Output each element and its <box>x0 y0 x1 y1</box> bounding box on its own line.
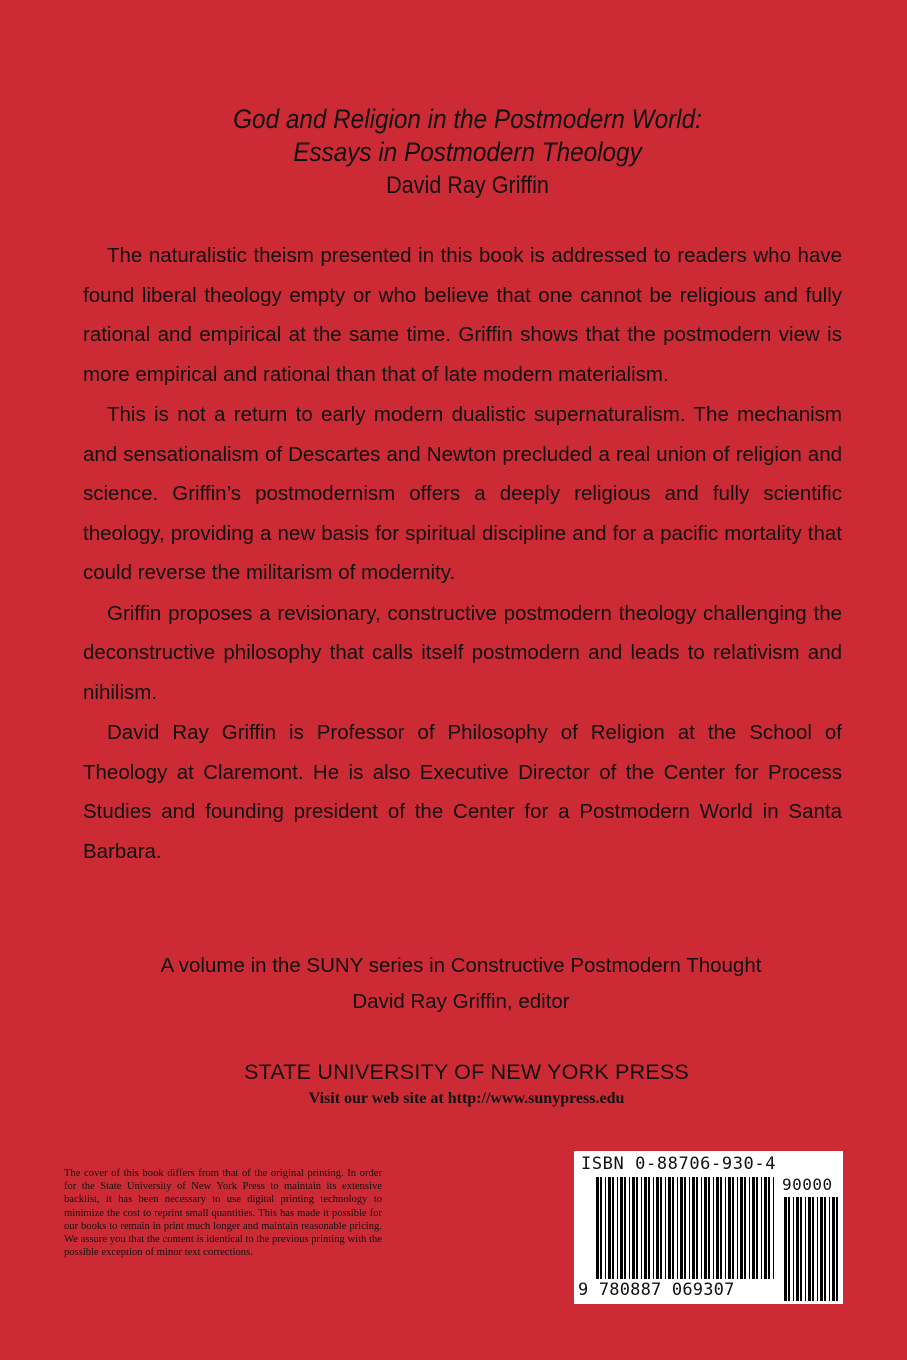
barcode-bar <box>820 1197 823 1301</box>
barcode-bar <box>612 1177 614 1279</box>
barcode-bar <box>696 1177 698 1279</box>
barcode-bar <box>632 1177 635 1279</box>
barcode-bar <box>817 1197 818 1301</box>
series-line-1: A volume in the SUNY series in Constructive Postmodern Thought <box>160 954 762 977</box>
barcode-bar <box>636 1177 638 1279</box>
barcode-bar <box>824 1197 826 1301</box>
barcode-bar <box>624 1177 626 1279</box>
barcode-bar <box>680 1177 683 1279</box>
barcode-bar <box>716 1177 719 1279</box>
barcode-bar <box>713 1177 714 1279</box>
barcode-bar <box>808 1197 811 1301</box>
series-editor: David Ray Griffin, editor <box>352 990 570 1013</box>
barcode-bar <box>689 1177 690 1279</box>
barcode-bar <box>600 1177 602 1279</box>
blurb-text <box>83 236 842 871</box>
publisher-block <box>0 1058 907 1112</box>
barcode-bar <box>784 1197 787 1301</box>
barcode-bar <box>608 1177 611 1279</box>
barcode-bar <box>732 1177 734 1279</box>
barcode-bar <box>793 1197 794 1301</box>
barcode-bar <box>656 1177 659 1279</box>
barcode-bar <box>708 1177 710 1279</box>
barcode-bar <box>764 1177 767 1279</box>
barcode-bar <box>605 1177 606 1279</box>
barcode-bar <box>684 1177 686 1279</box>
barcode-bar <box>677 1177 678 1279</box>
barcode-bar <box>617 1177 618 1279</box>
isbn-barcode <box>574 1151 843 1304</box>
barcode-bar <box>641 1177 642 1279</box>
barcode-bar <box>648 1177 650 1279</box>
barcode-bar <box>744 1177 746 1279</box>
book-title-line-2: Essays in Postmodern Theology <box>293 137 642 167</box>
barcode-bar <box>829 1197 830 1301</box>
barcode-bar <box>740 1177 743 1279</box>
barcode-bar <box>720 1177 722 1279</box>
book-title-line-1: God and Religion in the Postmodern World: <box>233 104 702 134</box>
ean-number: 9 780887 069307 <box>578 1280 735 1300</box>
book-author: David Ray Griffin <box>386 172 549 199</box>
barcode-bar <box>805 1197 806 1301</box>
publisher-website: Visit our web site at http://www.sunypress.edu <box>308 1090 625 1107</box>
publisher-name: STATE UNIVERSITY OF NEW YORK PRESS <box>244 1060 689 1084</box>
barcode-bar <box>756 1177 758 1279</box>
barcode-bar <box>832 1197 835 1301</box>
barcode-bar <box>836 1197 838 1301</box>
barcode-bar <box>796 1197 799 1301</box>
series-note <box>0 948 907 1020</box>
blurb-paragraph-3: Griffin proposes a revisionary, constructive postmodern theology challenging the deconstructive philosophy that calls itself postmodern and leads to relativism and nihilism. <box>83 601 842 704</box>
barcode-bar <box>812 1197 814 1301</box>
price-addon-number: 90000 <box>782 1175 833 1194</box>
barcode-bar <box>620 1177 623 1279</box>
barcode-bar <box>768 1177 770 1279</box>
barcode-bar <box>752 1177 755 1279</box>
barcode-bar <box>704 1177 707 1279</box>
barcode-bar <box>701 1177 702 1279</box>
barcode-bar <box>761 1177 762 1279</box>
barcode-bar <box>644 1177 647 1279</box>
book-title-block <box>0 103 907 203</box>
barcode-bar <box>800 1197 802 1301</box>
barcode-bar <box>737 1177 738 1279</box>
barcode-bar <box>665 1177 666 1279</box>
barcode-bar <box>660 1177 662 1279</box>
barcode-bar <box>749 1177 750 1279</box>
blurb-paragraph-4: David Ray Griffin is Professor of Philosophy of Religion at the School of Theology at Claremont. He is also Executive Director of the Center for Process Studies and founding president of the Center for a Postmodern World in Santa Barbara. <box>83 721 842 863</box>
barcode-bar <box>725 1177 726 1279</box>
barcode-bar <box>692 1177 695 1279</box>
blurb-paragraph-2: This is not a return to early modern dualistic supernaturalism. The mechanism and sensationalism of Descartes and Newton precluded a real union of religion and science. Griffin’s postmodernism offers a deeply religious and fully scientific theology, providing a new basis for spiritual discipline and for a pacific mortality that could reverse the militarism of modernity. <box>83 403 842 584</box>
barcode-bar <box>672 1177 674 1279</box>
blurb-paragraph-1: The naturalistic theism presented in this book is addressed to readers who have found liberal theology empty or who believe that one cannot be religious and fully rational and empirical at the same time. Griffin shows that the postmodern view is more empirical and rational than that of late modern materialism. <box>83 244 842 386</box>
barcode-bar <box>788 1197 790 1301</box>
barcode-bar <box>596 1177 599 1279</box>
barcode-bar <box>629 1177 630 1279</box>
barcode-bar <box>728 1177 731 1279</box>
barcode-bar <box>773 1177 774 1279</box>
barcode-bar <box>653 1177 654 1279</box>
reprint-notice: The cover of this book differs from that of the original printing. In order for the State University of New York Press to maintain its extensive backlist, it has been necessary to use digital printing technology to minimize the cost to reprint small quantities. This has made it possible for our books to remain in print much longer and maintain reasonable pricing. We assure you that the content is identical to the previous printing with the possible exception of minor text corrections. <box>64 1168 382 1259</box>
barcode-bar <box>668 1177 671 1279</box>
isbn-number: ISBN 0-88706-930-4 <box>581 1154 777 1174</box>
